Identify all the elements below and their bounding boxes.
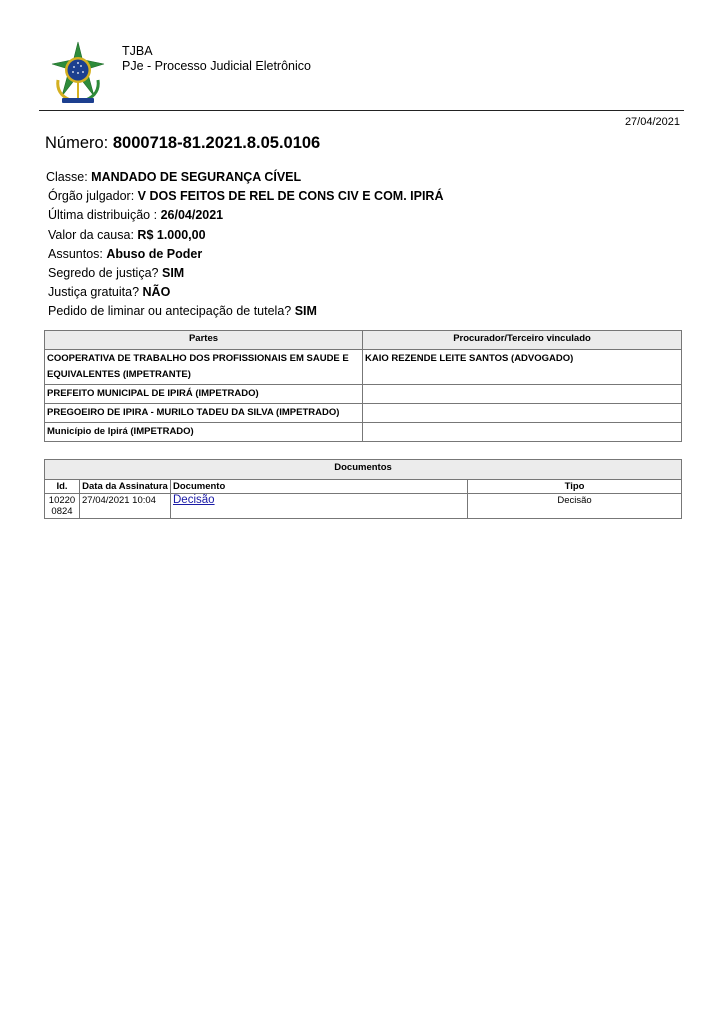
- field-value: MANDADO DE SEGURANÇA CÍVEL: [91, 170, 302, 184]
- field-orgao-julgador: [46, 187, 444, 206]
- column-header-documento: Documento: [171, 480, 468, 494]
- field-segredo-de-justica: [46, 264, 444, 283]
- column-header-data-assinatura: Data da Assinatura: [80, 480, 171, 494]
- field-justica-gratuita: [46, 283, 444, 302]
- attorney-cell: [363, 404, 682, 423]
- court-name: TJBA: [122, 44, 153, 58]
- document-link-cell: [171, 494, 468, 519]
- field-value: SIM: [161, 265, 185, 280]
- attorney-cell: KAIO REZENDE LEITE SANTOS (ADVOGADO): [363, 350, 682, 385]
- column-header-tipo: Tipo: [468, 480, 682, 494]
- table-row: [45, 404, 682, 423]
- field-label: Pedido de liminar ou antecipação de tutela?: [48, 304, 292, 319]
- process-number-value: 8000718-81.2021.8.05.0106: [112, 134, 321, 152]
- table-row: [45, 385, 682, 404]
- field-valor-da-causa: [46, 226, 444, 245]
- document-date-cell: 27/04/2021 10:04: [80, 494, 171, 519]
- documents-header-row: [45, 480, 682, 494]
- field-value: V DOS FEITOS DE REL DE CONS CIV E COM. IPIRÁ: [137, 189, 444, 204]
- field-label: Assuntos:: [48, 246, 103, 261]
- parties-header-row: [45, 331, 682, 350]
- field-value: NÃO: [142, 285, 171, 300]
- process-number-label: Número:: [45, 134, 109, 152]
- header-divider: [39, 110, 684, 111]
- attorney-cell: [363, 423, 682, 442]
- document-type-cell: Decisão: [468, 494, 682, 519]
- column-header-procurador: Procurador/Terceiro vinculado: [363, 331, 682, 350]
- party-cell: Município de Ipirá (IMPETRADO): [45, 423, 363, 442]
- column-header-partes: Partes: [45, 331, 363, 350]
- party-cell: PREGOEIRO DE IPIRA - MURILO TADEU DA SILVA (IMPETRADO): [45, 404, 363, 423]
- column-header-id: Id.: [45, 480, 80, 494]
- documents-title: Documentos: [45, 460, 682, 480]
- field-label: Valor da causa:: [48, 227, 134, 242]
- table-row: [45, 423, 682, 442]
- document-id-cell: 10220 0824: [45, 494, 80, 519]
- documents-title-row: [45, 460, 682, 480]
- system-name: PJe - Processo Judicial Eletrônico: [122, 59, 311, 73]
- field-assuntos: [46, 245, 444, 264]
- table-row: [45, 494, 682, 519]
- table-row: [45, 350, 682, 385]
- process-number: [45, 134, 320, 153]
- field-ultima-distribuicao: [46, 206, 444, 225]
- parties-table: [44, 330, 682, 442]
- field-label: Classe:: [46, 170, 88, 184]
- attorney-cell: [363, 385, 682, 404]
- process-fields: [46, 168, 444, 322]
- party-cell: COOPERATIVA DE TRABALHO DOS PROFISSIONAIS EM SAUDE E EQUIVALENTES (IMPETRANTE): [45, 350, 363, 385]
- field-label: Segredo de justiça?: [48, 265, 159, 280]
- document-link[interactable]: Decisão: [173, 494, 215, 506]
- brazil-coat-of-arms-icon: [50, 40, 106, 106]
- field-label: Órgão julgador:: [48, 189, 135, 204]
- field-pedido-liminar: [46, 302, 444, 321]
- documents-table: [44, 459, 682, 519]
- print-date: 27/04/2021: [624, 116, 680, 128]
- field-value: SIM: [294, 304, 317, 319]
- field-classe: [46, 168, 444, 187]
- field-value: 26/04/2021: [160, 208, 224, 223]
- field-value: Abuso de Poder: [106, 246, 203, 261]
- header-text: [122, 44, 311, 74]
- party-cell: PREFEITO MUNICIPAL DE IPIRÁ (IMPETRADO): [45, 385, 363, 404]
- field-label: Última distribuição :: [48, 208, 158, 223]
- field-label: Justiça gratuita?: [48, 285, 140, 300]
- field-value: R$ 1.000,00: [137, 227, 206, 242]
